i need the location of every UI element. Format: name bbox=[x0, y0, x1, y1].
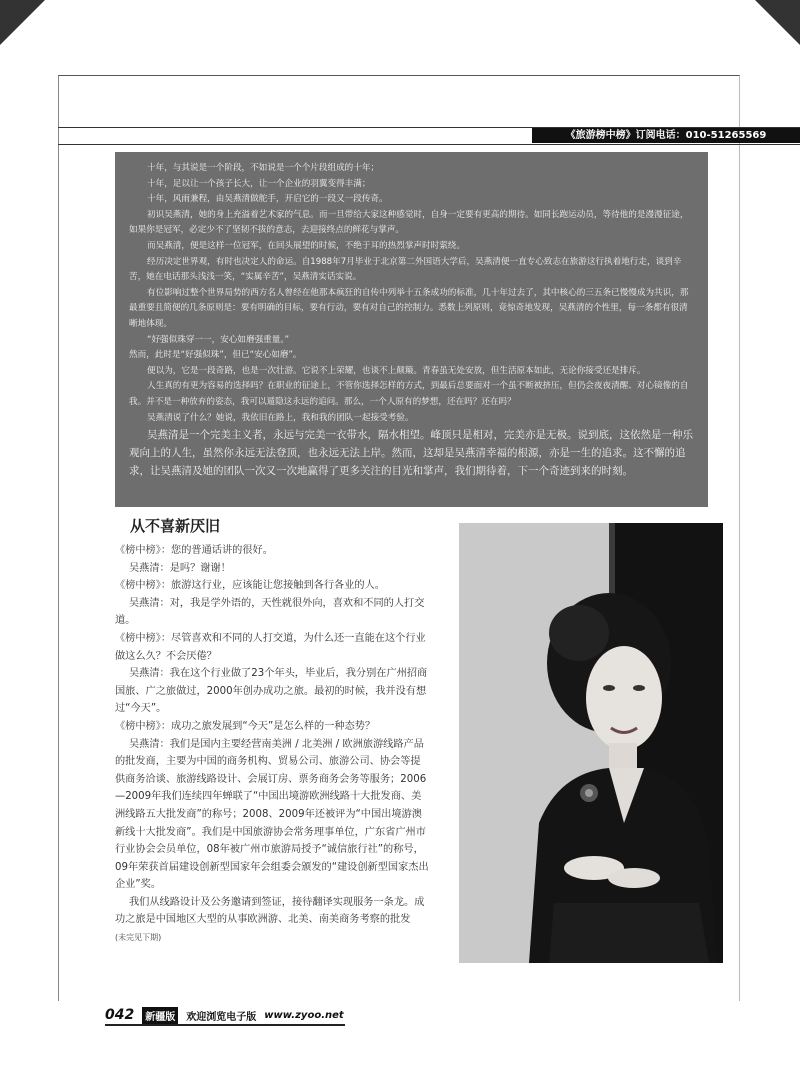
answer-paragraph: 我们从线路设计及公务邀请到签证，接待翻译实现服务一条龙。成功之旅是中国地区大型的从事欧洲游、北美、南美商务考察的批发 bbox=[115, 896, 425, 926]
header-rule-bottom bbox=[58, 144, 800, 145]
intro-box bbox=[115, 152, 708, 507]
intro-paragraph: “好强似珠穿一一，安心如磨强重量。” bbox=[147, 334, 290, 345]
answer-paragraph: 吴燕清：是吗？谢谢！ bbox=[129, 562, 231, 574]
intro-paragraph: 经历决定世界观，有时也决定人的命运。自1988年7月毕业于北京第二外国语大学后，吴燕清便一直专心致志在旅游这行执着地行走，谈到辛苦，她在电话那头浅浅一笑，“实属辛苦”，吴燕清实话实说。 bbox=[129, 256, 682, 283]
edition-badge: 新疆版 bbox=[142, 1007, 178, 1024]
question-paragraph: 《榜中榜》：您的普通话讲的很好。 bbox=[115, 545, 273, 556]
continued-note: (未完见下期) bbox=[115, 933, 162, 943]
answer-paragraph: 吴燕清：我在这个行业做了23个年头，毕业后，我分别在广州招商国旅、广之旅做过，2000年创办成功之旅。最初的时候，我并没有想过“今天”。 bbox=[115, 668, 428, 715]
intro-paragraph: 吴燕清说了什么？她说，我依旧在路上，我和我的团队一起接受考验。 bbox=[147, 412, 414, 423]
portrait-illustration bbox=[459, 523, 723, 963]
page-number: 042 bbox=[105, 1007, 135, 1023]
footer-rule bbox=[105, 1024, 345, 1026]
interview-text bbox=[115, 542, 430, 947]
question-paragraph: 《榜中榜》：尽管喜欢和不同的人打交道，为什么还一直能在这个行业做这么久？不会厌倦？ bbox=[115, 632, 426, 662]
intro-paragraph: 而吴燕清，便是这样一位冠军，在回头展望的时候，不绝于耳的热烈掌声时时萦绕。 bbox=[147, 240, 465, 251]
intro-paragraph: 初识吴燕清，她的身上充溢着艺术家的气息。而一旦带给大家这种感觉时，自身一定要有更高的期待。如同长跑运动员，等待他的是漫漫征途，如果你是冠军，必定少不了坚韧不拔的意志，去迎接终点的鲜花与掌声。 bbox=[129, 209, 689, 236]
question-paragraph: 《榜中榜》：旅游这行业，应该能让您接触到各行各业的人。 bbox=[115, 580, 385, 592]
intro-paragraph: 然而，此时是“好强似珠”，但已“安心如磨”。 bbox=[129, 350, 302, 361]
answer-paragraph: 吴燕清：我们是国内主要经营南美洲 / 北美洲 / 欧洲旅游线路产品的批发商，主要为中国的商务机构、贸易公司、旅游公司、协会等提供商务洽谈、旅游线路设计、会展订房、票务商务会务等服务；2006—2009年我们连续四年蝉联了“中国出境游欧洲线路十大批发商、美洲线路五大批发商”的称号；2008、2009年还被评为“中国出境游澳新线十大批发商”。我们是中国旅游协会常务理事单位，广东省广州市行业协会会员单位，08年被广州市旅游局授予“诚信旅行社”的称号，09年荣获首届建设创新型国家年会组委会颁发的“建设创新型国家杰出企业”奖。 bbox=[115, 738, 429, 891]
section-title: 从不喜新厌旧 bbox=[130, 517, 221, 535]
question-paragraph: 《榜中榜》：成功之旅发展到“今天”是怎么样的一种态势？ bbox=[115, 720, 376, 732]
footer-text: 欢迎浏览电子版 bbox=[186, 1011, 257, 1023]
intro-paragraph: 十年，足以让一个孩子长大，让一个企业的羽翼变得丰满； bbox=[147, 178, 371, 189]
portrait-photo bbox=[459, 523, 723, 963]
intro-paragraph: 吴燕清是一个完美主义者，永远与完美一衣带水，隔水相望。峰顶只是相对，完美亦是无极。说到底，这依然是一种乐观向上的人生，虽然你永远无法登顶，也永远无法上岸。然而，这却是吴燕清幸福的根源，亦是一生的追求。这不懈的追求，让吴燕清及她的团队一次又一次地赢得了更多关注的目光和掌声，我们期待着，下一个奇迹到来的时刻。 bbox=[129, 429, 693, 478]
subscription-phone: 《旅游榜中榜》订阅电话：010-51265569 bbox=[532, 128, 800, 143]
intro-paragraph: 便以为，它是一段奇路，也是一次壮游。它说不上荣耀，也谈不上颠簸。青春虽无处安放，但生活原本如此，无论你接受还是排斥。 bbox=[147, 365, 646, 376]
footer-url[interactable]: www.zyoo.net bbox=[264, 1009, 344, 1021]
intro-paragraph: 有位影响过整个世界局势的西方名人曾经在他那本疯狂的自传中列举十五条成功的标准，几十年过去了，其中核心的三五条已慢慢成为共识，那最重要且简便的几条原则是：要有明确的目标，要有行动，要有对自己的控制力。悉数上列原则，竟惊奇地发现，吴燕清的个性里，每一条都有很清晰地体现。 bbox=[129, 287, 689, 329]
corner-mark-top-right bbox=[755, 0, 800, 45]
answer-paragraph: 吴燕清：对，我是学外语的，天性就很外向，喜欢和不同的人打交道。 bbox=[115, 597, 425, 627]
footer bbox=[105, 1007, 344, 1023]
intro-paragraph: 人生真的有更为容易的选择吗？在职业的征途上，不管你选择怎样的方式，到最后总要面对一个虽不断被挤压，但仍会夜夜清醒、对心镜像的自我。并不是一种放弃的姿态，我可以遁隐这永远的追问。那么，一个人原有的梦想，还在吗？还在吗？ bbox=[129, 381, 689, 407]
corner-mark-top-left bbox=[0, 0, 45, 45]
intro-paragraph: 十年，与其说是一个阶段，不如说是一个个片段组成的十年； bbox=[147, 163, 380, 173]
intro-paragraph: 十年，风雨兼程，由吴燕清做舵手，开启它的一段又一段传奇。 bbox=[147, 194, 388, 205]
